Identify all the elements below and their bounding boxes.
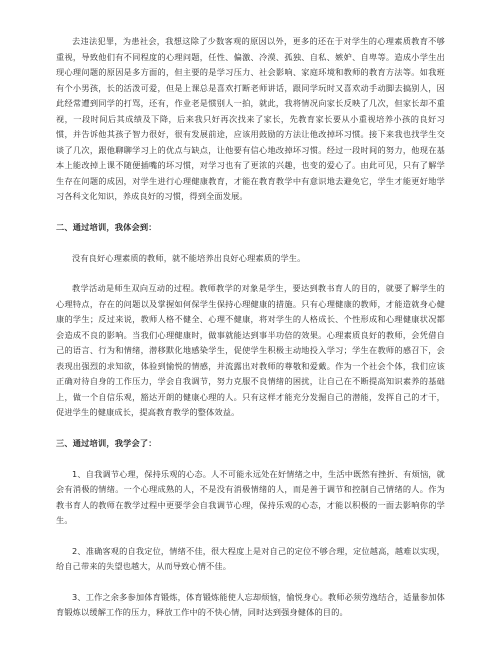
spacer (56, 205, 445, 220)
section-heading-2: 二、通过培训，我体会到： (56, 222, 157, 233)
paragraph-intro: 去违法犯罪，为患社会，我想这除了少数客观的原因以外，更多的还在于对学生的心理素质教育不够重视，导致他们有不同程度的心理问题，任性、偏激、冷漠、孤独、自私、嫉妒、自卑等。造成小学生出现心理问题的原因是多方面的，但主要的是学习压力、社会影响、家庭环境和教师的教育方法等。如我班有个小男孩，长的活泼可爱，但是上课总是喜欢打断老师讲话，跟同学玩时又喜欢动手动脚去搞别人，因此经常遭到同学的打骂，还有，作业老是惯别人一拍，就此，我将情况向家长反映了几次，但家长却不重视，一段时间后其成绩及下降，后来我只好再次找来了家长，先教育家长要从小重视培养小孩的良好习惯，并告诉他其孩子智力很好，很有发展前途，应该用鼓励的方法让他改掉坏习惯。接下来我也找学生交谈了几次，跟他聊聊学习上的优点与缺点，让他要有信心地改掉坏习惯。经过一段时间的努力，他现在基本上能改掉上课不随便插嘴的坏习惯，对学习也有了更浓的兴趣，也变的爱心了。由此可见，只有了解学生存在问题的成因，对学生进行心理健康教育，才能在教育教学中有意识地去避免它，学生才能更好地学习各科文化知识，养成良好的习惯，得到全面发展。 (56, 36, 445, 202)
paragraph-point-2: 2、准确客观的自我定位，情绪不佳，很大程度上是对自己的定位不够合理，定位越高，越难以实现，给自己带来的失望也越大，从而导致心情不佳。 (56, 545, 445, 572)
spacer (56, 236, 445, 251)
section-heading-3: 三、通过培训，我学会了： (56, 438, 157, 449)
spacer (56, 529, 445, 544)
spacer (56, 266, 445, 281)
paragraph-point-1: 1、自我调节心理，保持乐观的心态。人不可能永远处在好情绪之中，生活中既然有挫折、有烦恼，就会有消极的情绪。一个心理成熟的人，不是没有消极情绪的人，而是善于调节和控制自己情绪的人。作为教书育人的教师在教学过程中更要学会自我调节心理，保持乐观的心态，才能以积极的一面去影响你的学生。 (56, 468, 445, 526)
paragraph-point-3: 3、工作之余多参加体育锻炼，体育锻炼能使人忘却烦恼，愉悦身心。教师必须劳逸结合，适量参加体育锻炼以缓解工作的压力，释放工作中的不快心情，同时达到强身健体的目的。 (56, 591, 445, 618)
paragraph-teaching: 教学活动是师生双向互动的过程。教师教学的对象是学生，要达到教书育人的目的，就要了解学生的心理特点，存在的问题以及掌握如何保学生保持心理健康的措施。只有心理健康的教师，才能造就身心健康的学生；反过来说，教师人格不健全、心理不健康，将对学生的人格成长、个性形成和心理健康状况都会造成不良的影响。当我们心理健康时，做事就能达到事半功倍的效果。心理素质良好的教师，会凭借自己的语言、行为和情绪，潜移默化地感染学生，促使学生积极主动地投入学习；学生在教师的感召下，会表现出强烈的求知欲，体验到愉悦的情感，并流露出对教师的尊敬和爱戴。作为一个社会个体，我们应该正确对待自身的工作压力，学会自我调节，努力克服不良情绪的困扰，让自己在不断提高知识素养的基础上，做一个自信乐观，豁达开朗的健康心理的人。只有这样才能充分发掘自己的潜能，发挥自己的才干，促进学生的健康成长，提高教育教学的整体效益。 (56, 283, 445, 418)
paragraph-thesis: 没有良好心理素质的教师，就不能培养出良好心理素质的学生。 (72, 252, 306, 263)
spacer (56, 421, 445, 436)
spacer (56, 452, 445, 467)
spacer (56, 575, 445, 590)
